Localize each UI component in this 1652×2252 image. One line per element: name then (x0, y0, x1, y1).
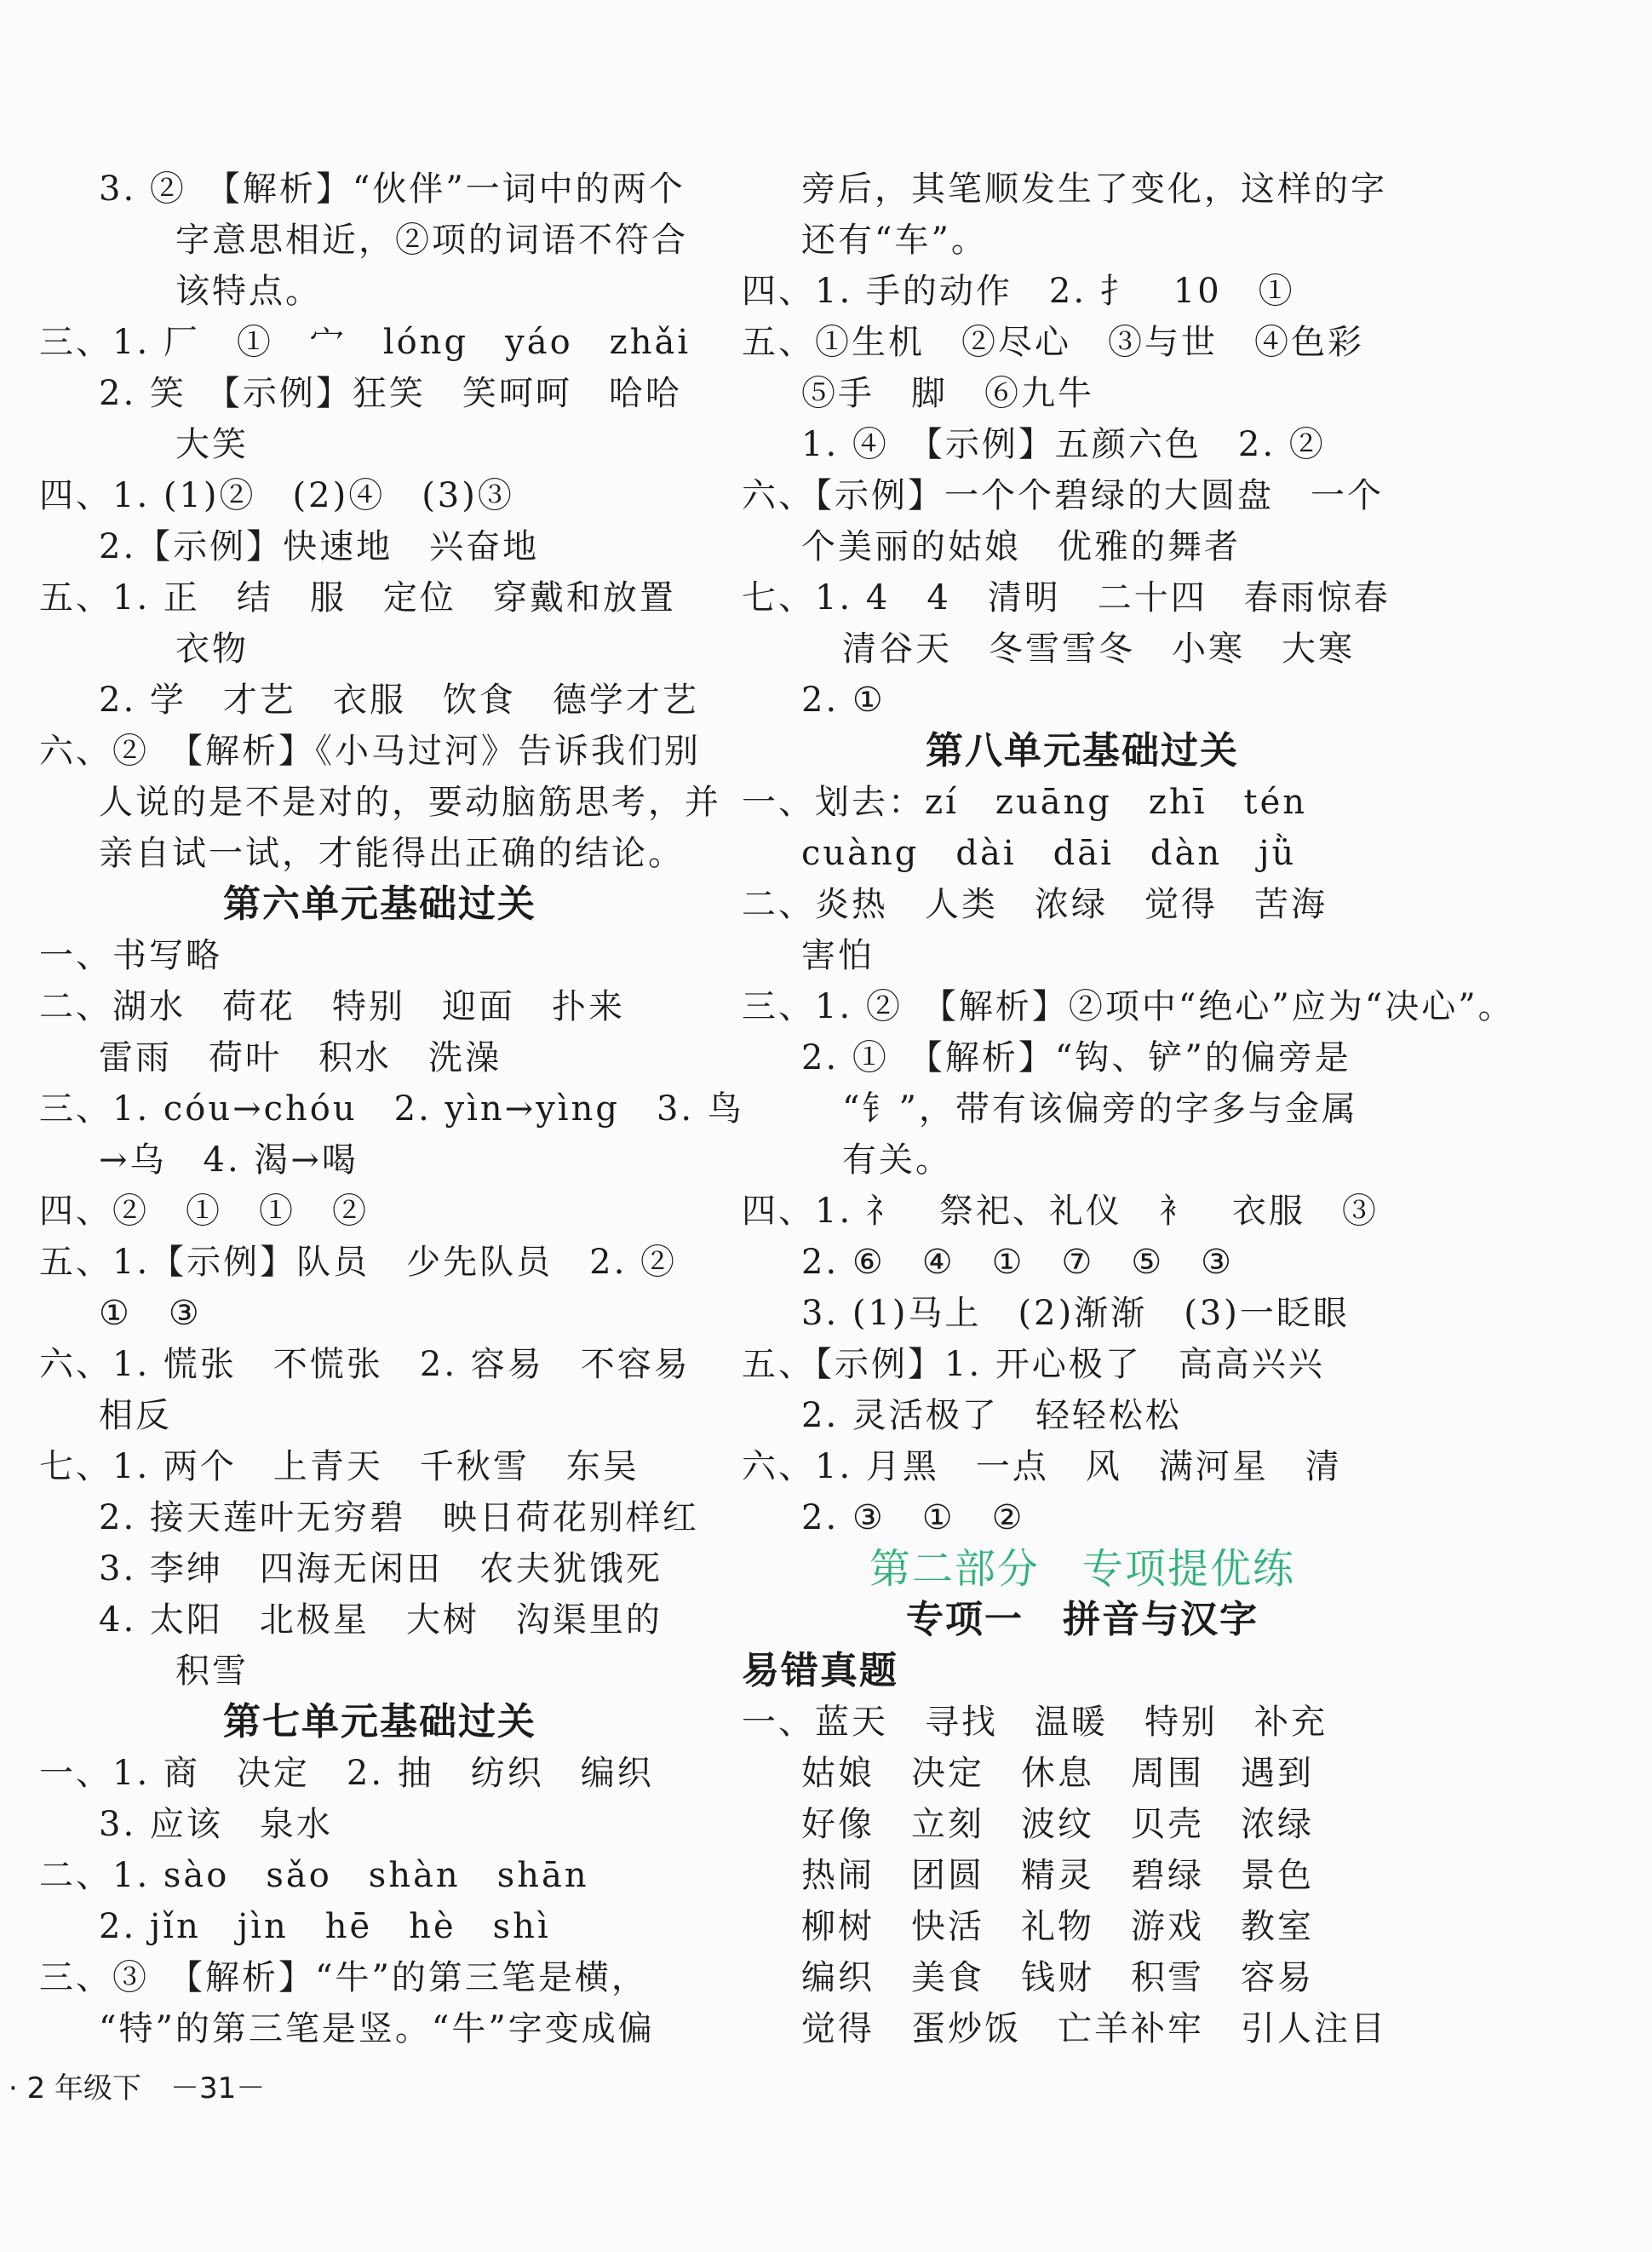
left-answer-line: 一、书写略 (39, 936, 222, 975)
right-answer-line: 清谷天 冬雪雪冬 小寒 大寒 (842, 629, 1355, 669)
right-answer-line: ⑤手 脚 ⑥九牛 (801, 374, 1094, 413)
left-answer-line: 五、1.【示例】队员 少先队员 2. ② (39, 1243, 678, 1282)
right-answer-line: 2. ③ ① ② (801, 1498, 1025, 1537)
right-answer-line: 一、蓝天 寻找 温暖 特别 补充 (742, 1703, 1328, 1742)
left-answer-line: 3. ② 【解析】“伙伴”一词中的两个 (99, 169, 685, 209)
part-heading: 第二部分 专项提优练 (869, 1545, 1295, 1593)
left-answer-line: 六、② 【解析】《小马过河》告诉我们别 (39, 732, 701, 771)
right-answer-line: 二、炎热 人类 浓绿 觉得 苦海 (742, 885, 1328, 924)
section-heading: 第六单元基础过关 (223, 882, 536, 926)
right-answer-line: 个美丽的姑娘 优雅的舞者 (801, 527, 1241, 566)
left-answer-line: ① ③ (99, 1294, 202, 1333)
left-answer-line: 四、1. (1)② (2)④ (3)③ (39, 476, 514, 515)
right-answer-line: 五、①生机 ②尽心 ③与世 ④色彩 (742, 323, 1364, 362)
left-answer-line: 一、1. 商 决定 2. 抽 纺织 编织 (39, 1754, 654, 1793)
left-answer-line: 2. 接天莲叶无穷碧 映日荷花别样红 (99, 1498, 699, 1537)
right-answer-line: 2. 灵活极了 轻轻松松 (801, 1396, 1182, 1435)
right-answer-line: 一、划去：zí zuāng zhī tén (742, 783, 1308, 822)
right-answer-line: 2. ⑥ ④ ① ⑦ ⑤ ③ (801, 1243, 1235, 1282)
left-answer-line: 雷雨 荷叶 积水 洗澡 (99, 1038, 502, 1077)
right-answer-line: 姑娘 决定 休息 周围 遇到 (801, 1754, 1314, 1793)
left-answer-line: 七、1. 两个 上青天 千秋雪 东吴 (39, 1447, 640, 1486)
right-answer-line: 1. ④ 【示例】五颜六色 2. ② (801, 425, 1326, 464)
right-answer-line: 五、【示例】1. 开心极了 高高兴兴 (742, 1345, 1325, 1384)
section-heading: 专项一 拼音与汉字 (906, 1598, 1259, 1641)
right-answer-line: 热闹 团圆 精灵 碧绿 景色 (801, 1856, 1314, 1895)
section-heading: 第八单元基础过关 (926, 729, 1239, 773)
left-answer-line: 2. 笑 【示例】狂笑 笑呵呵 哈哈 (99, 374, 682, 413)
right-answer-line: 编织 美食 钱财 积雪 容易 (801, 1958, 1314, 1997)
left-answer-line: 4. 太阳 北极星 大树 沟渠里的 (99, 1600, 663, 1640)
left-answer-line: 2.【示例】快速地 兴奋地 (99, 527, 540, 566)
page-footer: · 2 年级下 －31－ (9, 2071, 266, 2106)
right-answer-line: 六、【示例】一个个碧绿的大圆盘 一个 (742, 476, 1384, 515)
right-answer-line: 还有“车”。 (801, 221, 988, 260)
left-answer-line: 该特点。 (175, 272, 322, 311)
left-answer-line: 五、1. 正 结 服 定位 穿戴和放置 (39, 578, 676, 618)
left-answer-line: 3. 应该 泉水 (99, 1805, 333, 1844)
right-answer-line: 害怕 (801, 936, 875, 975)
right-answer-line: cuàng dài dāi dàn jǜ (801, 834, 1297, 873)
left-column (39, 164, 744, 2054)
subsection-heading: 易错真题 (742, 1649, 898, 1692)
left-answer-line: 2. 学 才艺 衣服 饮食 德学才艺 (99, 681, 699, 720)
left-answer-line: 积雪 (175, 1652, 249, 1691)
right-answer-line: 七、1. 4 4 清明 二十四 春雨惊春 (742, 578, 1391, 618)
section-heading: 第七单元基础过关 (223, 1700, 536, 1744)
left-answer-line: 三、③ 【解析】“牛”的第三笔是横， (39, 1958, 648, 1997)
left-answer-line: 大笑 (175, 425, 249, 464)
left-answer-line: 三、1. cóu→chóu 2. yìn→yìng 3. 鸟 (39, 1089, 744, 1129)
right-answer-line: 四、1. 礻 祭祀、礼仪 衤 衣服 ③ (742, 1192, 1379, 1231)
left-answer-line: 三、1. 厂 ① 宀 lóng yáo zhǎi (39, 323, 691, 362)
left-answer-line: 衣物 (175, 629, 249, 669)
right-answer-line: 2. ① 【解析】“钩、铲”的偏旁是 (801, 1038, 1351, 1077)
right-answer-line: 三、1. ② 【解析】②项中“绝心”应为“决心”。 (742, 987, 1515, 1026)
left-answer-line: 字意思相近，②项的词语不符合 (175, 221, 688, 260)
left-answer-line: 二、湖水 荷花 特别 迎面 扑来 (39, 987, 625, 1026)
right-answer-line: 2. ① (801, 681, 886, 720)
left-answer-line: 人说的是不是对的，要动脑筋思考，并 (99, 783, 721, 822)
right-answer-line: 3. (1)马上 (2)渐渐 (3)一眨眼 (801, 1294, 1350, 1333)
left-answer-line: 六、1. 慌张 不慌张 2. 容易 不容易 (39, 1345, 691, 1384)
right-column (742, 164, 1515, 2054)
left-answer-line: 2. jǐn jìn hē hè shì (99, 1907, 551, 1946)
right-answer-line: 觉得 蛋炒饭 亡羊补牢 引人注目 (801, 2009, 1387, 2048)
left-answer-line: 相反 (99, 1396, 172, 1435)
left-answer-line: “特”的第三笔是竖。“牛”字变成偏 (99, 2009, 655, 2048)
right-answer-line: 六、1. 月黑 一点 风 满河星 清 (742, 1447, 1342, 1486)
left-answer-line: 四、② ① ① ② (39, 1192, 369, 1231)
right-answer-line: 有关。 (842, 1140, 952, 1180)
right-answer-line: 旁后，其笔顺发生了变化，这样的字 (801, 169, 1387, 209)
left-answer-line: 3. 李绅 四海无闲田 农夫犹饿死 (99, 1549, 663, 1588)
right-answer-line: 柳树 快活 礼物 游戏 教室 (801, 1907, 1314, 1946)
right-answer-line: “钅”，带有该偏旁的字多与金属 (842, 1089, 1358, 1129)
left-answer-line: →乌 4. 渴→喝 (99, 1140, 359, 1180)
right-answer-line: 好像 立刻 波纹 贝壳 浓绿 (801, 1805, 1314, 1844)
right-answer-line: 四、1. 手的动作 2. 扌 10 ① (742, 272, 1295, 311)
left-answer-line: 二、1. sào sǎo shàn shān (39, 1856, 589, 1895)
left-answer-line: 亲自试一试，才能得出正确的结论。 (99, 834, 685, 873)
